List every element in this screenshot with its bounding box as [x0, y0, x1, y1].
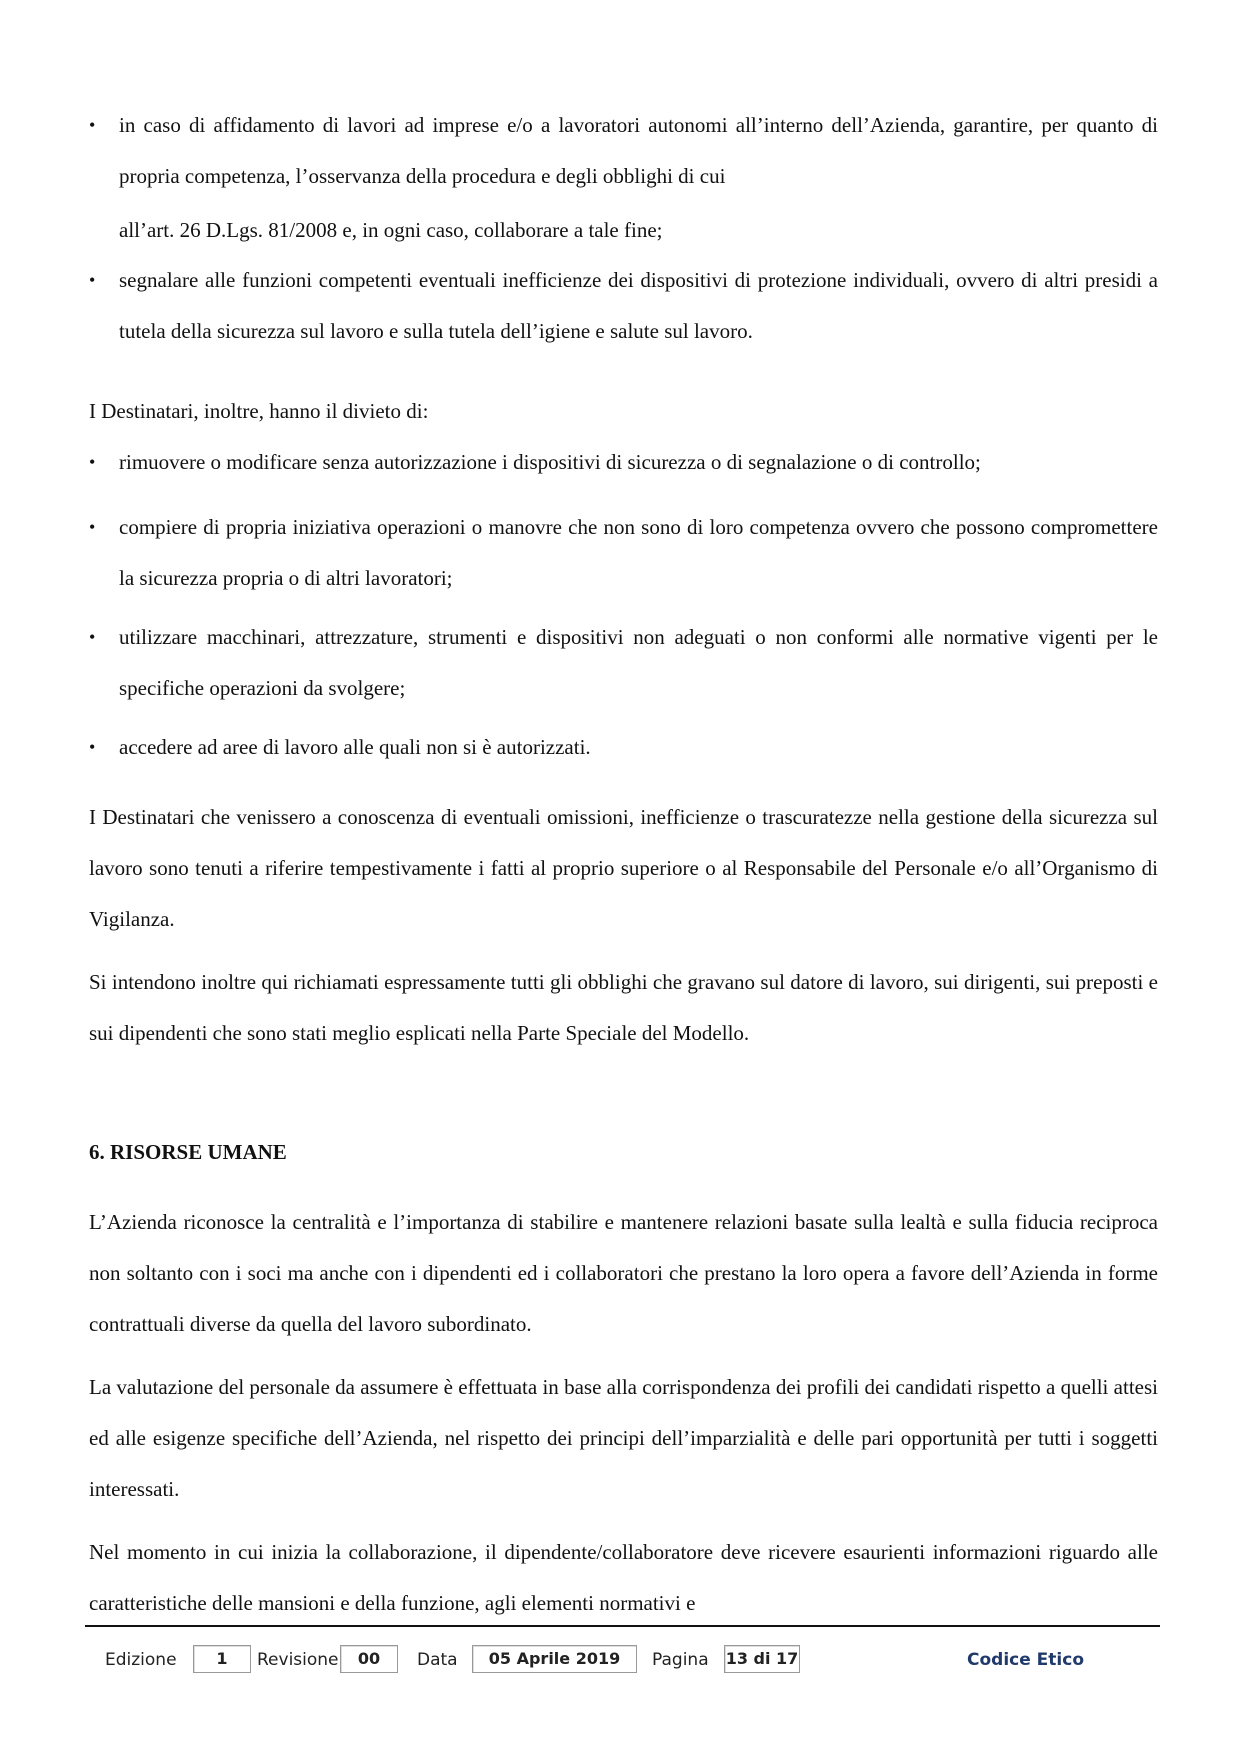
bullet-icon: • — [89, 270, 96, 290]
pagina-value: 13 di 17 — [724, 1645, 800, 1673]
data-value: 05 Aprile 2019 — [472, 1645, 637, 1673]
list-item — [89, 612, 1158, 714]
revisione-value: 00 — [340, 1645, 398, 1673]
bullet-icon: • — [89, 627, 96, 647]
bullet-icon: • — [89, 517, 96, 537]
list-item-text: compiere di propria iniziativa operazioni o manovre che non sono di loro competenza ovvero che possono compromettere la sicurezza propria o di altri lavoratori; — [119, 515, 1158, 590]
section-heading: 6. RISORSE UMANE — [89, 1140, 287, 1164]
bullet-icon: • — [89, 115, 96, 135]
data-label: Data — [417, 1650, 458, 1670]
paragraph: I Destinatari che venissero a conoscenza di eventuali omissioni, inefficienze o trascuratezze nella gestione della sicurezza sul lavoro sono tenuti a riferire tempestivamente i fatti al proprio superiore o al Responsabile del Personale e/o all’Organismo di Vigilanza. — [89, 805, 1158, 931]
list-item — [89, 255, 1158, 357]
paragraph: Nel momento in cui inizia la collaborazione, il dipendente/collaboratore deve ricevere esaurienti informazioni riguardo alle caratteristiche delle mansioni e della funzione, agli elementi normativi e — [89, 1540, 1158, 1615]
list-item-text: in caso di affidamento di lavori ad imprese e/o a lavoratori autonomi all’interno dell’Azienda, garantire, per quanto di propria competenza, l’osservanza della procedura e degli obblighi di cui — [119, 113, 1158, 188]
bullet-icon: • — [89, 737, 96, 757]
list-item-text: rimuovere o modificare senza autorizzazione i dispositivi di sicurezza o di segnalazione o di controllo; — [119, 450, 981, 474]
list-item — [89, 502, 1158, 604]
list-item-text: utilizzare macchinari, attrezzature, strumenti e dispositivi non adeguati o non conformi alle normative vigenti per le specifiche operazioni da svolgere; — [119, 625, 1158, 700]
list-item-text: segnalare alle funzioni competenti eventuali inefficienze dei dispositivi di protezione individuali, ovvero di altri presidi a tutela della sicurezza sul lavoro e sulla tutela dell’igiene e salute sul lavoro. — [119, 268, 1158, 343]
document-name: Codice Etico — [967, 1650, 1084, 1670]
edizione-label: Edizione — [105, 1650, 177, 1670]
pagina-label: Pagina — [652, 1650, 709, 1670]
revisione-label: Revisione — [257, 1650, 339, 1670]
bullet-icon: • — [89, 452, 96, 472]
page-footer — [0, 1640, 1240, 1680]
paragraph: Si intendono inoltre qui richiamati espressamente tutti gli obblighi che gravano sul datore di lavoro, sui dirigenti, sui preposti e sui dipendenti che sono stati meglio esplicati nella Parte Speciale del Modello. — [89, 970, 1158, 1045]
list-item — [89, 100, 1158, 202]
paragraph: L’Azienda riconosce la centralità e l’importanza di stabilire e mantenere relazioni basate sulla lealtà e sulla fiducia reciproca non soltanto con i soci ma anche con i dipendenti ed i collaboratori che prestano la loro opera a favore dell’Azienda in forme contrattuali diverse da quella del lavoro subordinato. — [89, 1210, 1158, 1336]
list-item — [89, 437, 1158, 488]
list-item — [89, 722, 1158, 773]
paragraph: La valutazione del personale da assumere è effettuata in base alla corrispondenza dei profili dei candidati rispetto a quelli attesi ed alle esigenze specifiche dell’Azienda, nel rispetto dei principi dell’imparzialità e delle pari opportunità per tutti i soggetti interessati. — [89, 1375, 1158, 1501]
footer-divider — [85, 1625, 1160, 1627]
paragraph: I Destinatari, inoltre, hanno il divieto di: — [89, 399, 429, 423]
list-item-text: accedere ad aree di lavoro alle quali non si è autorizzati. — [119, 735, 591, 759]
list-item-continuation: all’art. 26 D.Lgs. 81/2008 e, in ogni caso, collaborare a tale fine; — [119, 218, 663, 242]
edizione-value: 1 — [193, 1645, 251, 1673]
